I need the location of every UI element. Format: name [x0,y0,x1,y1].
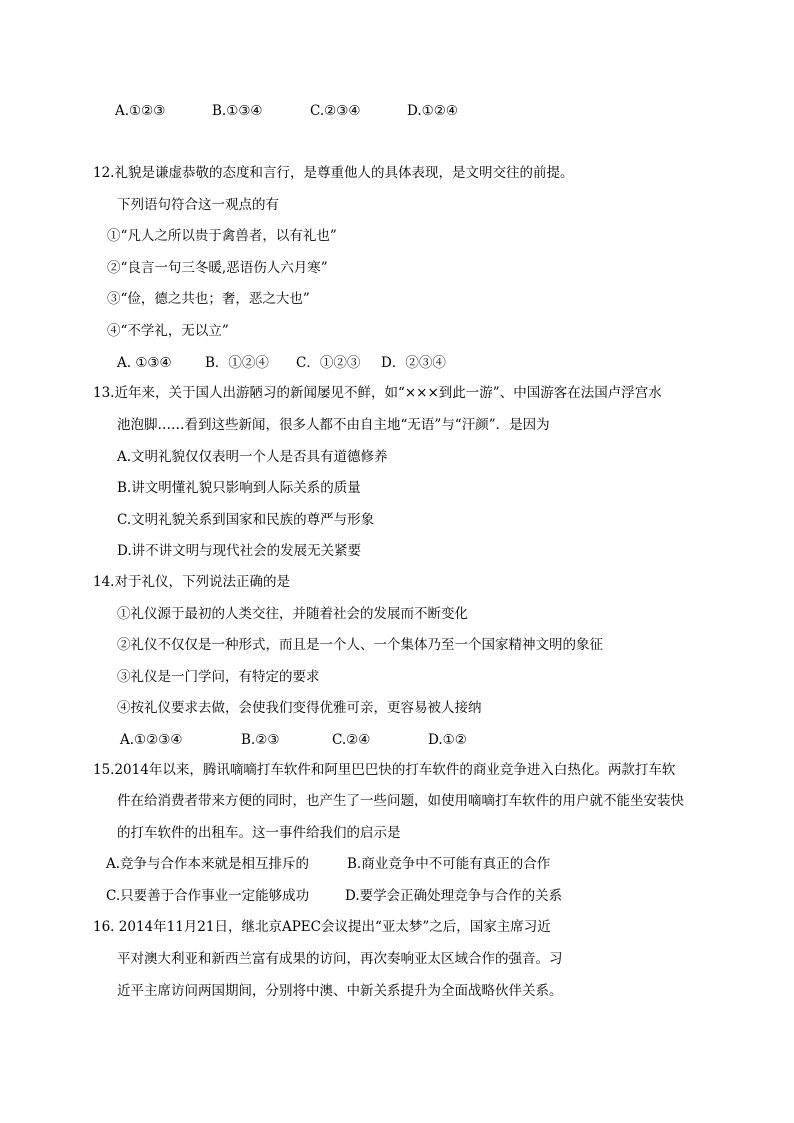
question-stem: 件在给消费者带来方便的同时，也产生了一些问题，如使用嘀嘀打车软件的用户就不能坐安装快 [117,793,684,809]
question-substem: 下列语句符合这一观点的有 [117,197,279,213]
option-a: A.竞争与合作本来就是相互排斥的 [106,856,310,872]
option-d: D．②③④ [381,355,446,371]
statement-item: ④“不学礼，无以立” [107,323,229,339]
option-c: C.文明礼貌关系到国家和民族的尊严与形象 [117,512,375,528]
option-c: C.②③④ [310,103,361,119]
question-stem: 13.近年来，关于国人出游陋习的新闻屡见不鲜，如“×××到此一游”、中国游客在法国卢浮宫水 [93,385,662,401]
option-c: C.只要善于合作事业一定能够成功 [106,888,310,904]
question-stem: 近平主席访问两国期间，分别将中澳、中新关系提升为全面战略伙伴关系。 [117,983,563,999]
option-b: B．①②④ [205,355,269,371]
option-b: B.商业竞争中不可能有真正的合作 [347,856,551,872]
statement-item: ④按礼仪要求去做，会使我们变得优雅可亲，更容易被人接纳 [117,700,482,716]
statement-item: ③“俭，德之共也；奢，恶之大也” [107,291,310,307]
question-stem: 12.礼貌是谦虚恭敬的态度和言行，是尊重他人的具体表现，是文明交往的前提。 [93,165,574,181]
statement-item: ③礼仪是一门学问，有特定的要求 [117,669,320,685]
option-a: A.①②③ [115,103,166,119]
statement-item: ②“良言一句三冬暖,恶语伤人六月寒” [107,260,328,276]
question-stem: 16. 2014年11月21日，继北京APEC会议提出“亚太梦”之后，国家主席习近 [93,919,551,935]
option-a: A. ①③④ [117,355,172,371]
option-d: D.要学会正确处理竞争与合作的关系 [345,888,563,904]
option-c: C.②④ [332,732,371,748]
statement-item: ①“凡人之所以贵于禽兽者，以有礼也” [107,228,337,244]
question-stem: 平对澳大利亚和新西兰富有成果的访问，再次奏响亚太区域合作的强音。习 [117,951,563,967]
question-stem: 的打车软件的出租车。这一事件给我们的启示是 [117,825,401,841]
option-d: D.讲不讲文明与现代社会的发展无关紧要 [117,543,362,559]
question-stem: 15.2014年以来，腾讯嘀嘀打车软件和阿里巴巴快的打车软件的商业竞争进入白热化。两款打车软 [93,762,676,778]
option-d: D.①②④ [407,103,458,119]
question-stem: 池泡脚……看到这些新闻，很多人都不由自主地“无语”与“汗颜”．是因为 [117,417,550,433]
option-d: D.①② [428,732,467,748]
option-a: A.文明礼貌仅仅表明一个人是否具有道德修养 [117,449,388,465]
option-b: B.②③ [241,732,280,748]
question-stem: 14.对于礼仪，下列说法正确的是 [93,574,290,590]
option-b: B.①③④ [212,103,263,119]
option-a: A.①②③④ [120,732,183,748]
statement-item: ①礼仪源于最初的人类交往，并随着社会的发展而不断变化 [117,606,468,622]
option-b: B.讲文明懂礼貌只影响到人际关系的质量 [117,480,361,496]
option-c: C．①②③ [296,355,361,371]
statement-item: ②礼仪不仅仅是一种形式，而且是一个人、一个集体乃至一个国家精神文明的象征 [117,637,603,653]
